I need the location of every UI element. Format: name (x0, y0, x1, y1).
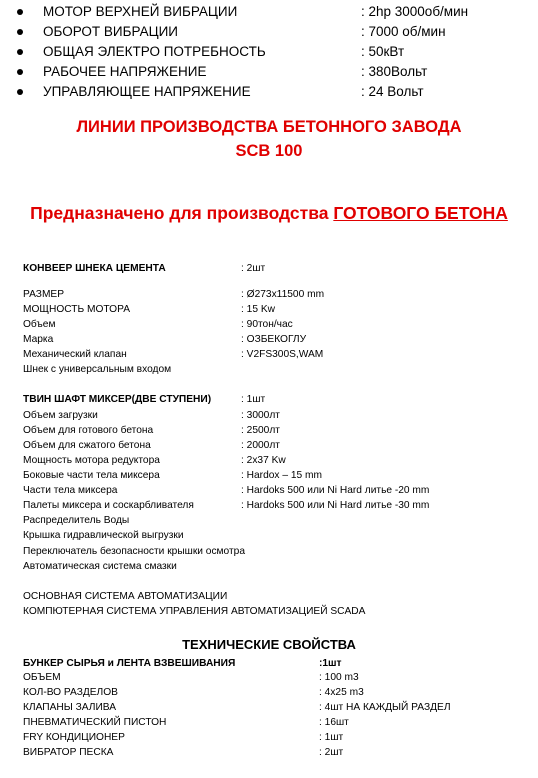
spec-value: : 2500лт (241, 425, 280, 436)
spec-value: : 1шт (319, 732, 344, 743)
spec-value: : 4шт НА КАЖДЫЙ РАЗДЕЛ (319, 702, 451, 713)
purpose-highlight: ГОТОВОГО БЕТОНА (333, 203, 508, 223)
spec-label: Марка (23, 334, 54, 345)
spec-label: УПРАВЛЯЮЩЕЕ НАПРЯЖЕНИЕ (43, 84, 251, 99)
spec-label: РАБОЧЕЕ НАПРЯЖЕНИЕ (43, 64, 207, 79)
spec-value: : 3000лт (241, 410, 280, 421)
spec-value: : Ø273x11500 mm (241, 289, 325, 300)
spec-label: Части тела миксера (23, 485, 118, 496)
note-text: Переключатель безопасности крышки осмотра (23, 546, 245, 557)
spec-label: Механический клапан (23, 349, 127, 360)
spec-value: : Hardoks 500 или Ni Hard литье -20 mm (241, 485, 430, 496)
spec-label: FRY КОНДИЦИОНЕР (23, 732, 125, 743)
spec-value: : ОЗБЕКОГЛУ (241, 334, 307, 345)
spec-value: : 50кВт (361, 44, 405, 59)
section-title: КОНВЕЕР ШНЕКА ЦЕМЕНТА (23, 263, 166, 274)
spec-value: : 16шт (319, 717, 349, 728)
spec-value: : 7000 об/мин (361, 24, 446, 39)
note-text: Шнек с универсальным входом (23, 364, 172, 375)
spec-value: : 2x37 Kw (241, 455, 286, 466)
spec-label: МОЩНОСТЬ МОТОРА (23, 304, 131, 315)
note-text: Крышка гидравлической выгрузки (23, 530, 184, 541)
spec-value: : 2000лт (241, 440, 280, 451)
spec-value: : 4x25 m3 (319, 687, 364, 698)
spec-label: ОБЩАЯ ЭЛЕКТРО ПОТРЕБНОСТЬ (43, 44, 266, 59)
bullet-icon (17, 69, 23, 75)
spec-label: Боковые части тела миксера (23, 470, 160, 481)
spec-label: ВИБРАТОР ПЕСКА (23, 747, 114, 758)
bullet-icon (17, 9, 23, 15)
spec-value: : 2шт (319, 747, 344, 758)
section-title: БУНКЕР СЫРЬЯ и ЛЕНТА ВЗВЕШИВАНИЯ (23, 658, 236, 669)
bullet-icon (17, 29, 23, 35)
note-text: Распределитель Воды (23, 515, 130, 526)
page-title: ЛИНИИ ПРОИЗВОДСТВА БЕТОННОГО ЗАВОДА (76, 118, 462, 136)
spec-value: : V2FS300S,WAM (241, 349, 324, 360)
spec-value: : Hardox – 15 mm (241, 470, 322, 481)
bullet-icon (17, 89, 23, 95)
spec-value: : 2hp 3000об/мин (361, 4, 469, 19)
spec-label: КОЛ-ВО РАЗДЕЛОВ (23, 687, 118, 698)
spec-label: Палеты миксера и соскарбливателя (23, 500, 194, 511)
spec-label: Объем (23, 319, 56, 330)
spec-label: ПНЕВМАТИЧЕСКИЙ ПИСТОН (23, 717, 167, 728)
spec-label: Объем загрузки (23, 410, 98, 421)
spec-value: : 15 Kw (241, 304, 275, 315)
spec-value: : 24 Вольт (361, 84, 424, 99)
section-qty: : 1шт (241, 394, 266, 405)
spec-label: ОБОРОТ ВИБРАЦИИ (43, 24, 178, 39)
spec-label: Объем для сжатого бетона (23, 440, 151, 451)
section-qty: :1шт (319, 658, 342, 669)
spec-label: ОБЪЕМ (23, 672, 61, 683)
automation-text: ОСНОВНАЯ СИСТЕМА АВТОМАТИЗАЦИИ (23, 591, 228, 602)
automation-text: КОМПЮТЕРНАЯ СИСТЕМА УПРАВЛЕНИЯ АВТОМАТИЗАЦИЕЙ SCADA (23, 606, 366, 617)
section-qty: : 2шт (241, 263, 266, 274)
spec-label: МОТОР ВЕРХНЕЙ ВИБРАЦИИ (43, 4, 238, 19)
purpose-prefix: Предназначено для производства (30, 203, 334, 223)
purpose-heading (0, 203, 538, 224)
spec-value: : 90тон/час (241, 319, 293, 330)
spec-label: Мощность мотора редуктора (23, 455, 160, 466)
page-subtitle: SCB 100 (235, 142, 303, 160)
note-text: Автоматическая система смазки (23, 561, 177, 572)
section-title: ТВИН ШАФТ МИКСЕР(ДВЕ СТУПЕНИ) (23, 394, 212, 405)
spec-label: Объем для готового бетона (23, 425, 154, 436)
tech-title: ТЕХНИЧЕСКИЕ СВОЙСТВА (182, 637, 356, 652)
spec-label: КЛАПАНЫ ЗАЛИВА (23, 702, 117, 713)
spec-value: : 380Вольт (361, 64, 428, 79)
spec-value: : 100 m3 (319, 672, 359, 683)
bullet-icon (17, 49, 23, 55)
spec-value: : Hardoks 500 или Ni Hard литье -30 mm (241, 500, 430, 511)
spec-label: РАЗМЕР (23, 289, 65, 300)
